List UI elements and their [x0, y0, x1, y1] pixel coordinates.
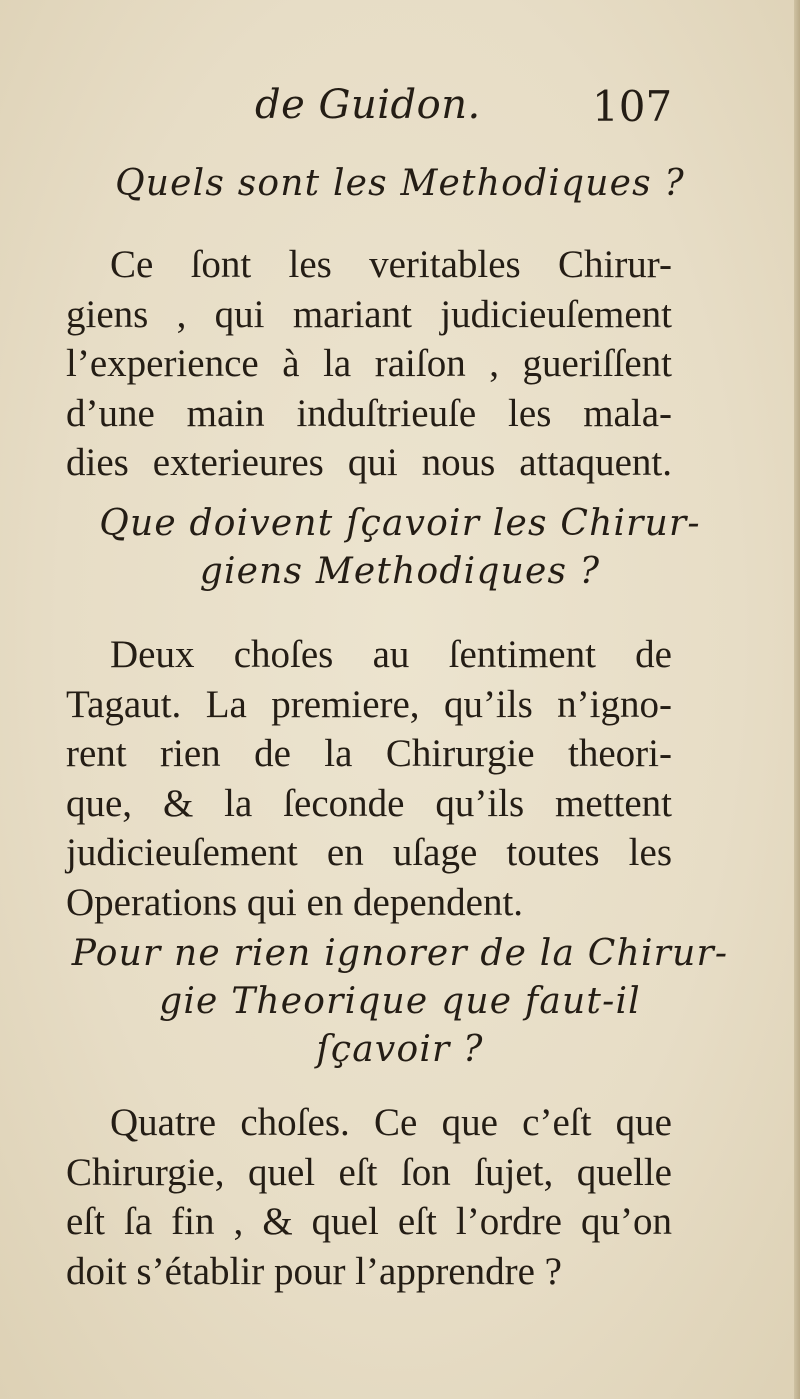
answer-line: Deux choſes au ſentiment de	[110, 633, 672, 676]
answer-1	[66, 240, 672, 488]
answer-line: rent rien de la Chirurgie theori-	[66, 732, 672, 775]
question-line: ſçavoir ?	[316, 1029, 484, 1070]
answer-line: dies exterieures qui nous attaquent.	[66, 441, 672, 484]
question-2	[0, 500, 800, 596]
answer-line: judicieuſement en uſage toutes les	[66, 831, 672, 874]
answer-line: d’une main induſtrieuſe les mala-	[66, 391, 672, 435]
answer-line: l’experience à la raiſon , gueriſſent	[66, 342, 672, 385]
running-head	[0, 78, 800, 148]
running-head-title: de Guidon.	[255, 82, 481, 128]
answer-3	[66, 1098, 672, 1296]
answer-line: Tagaut. La premiere, qu’ils n’igno-	[66, 682, 672, 726]
question-3	[0, 930, 800, 1074]
answer-line: giens , qui mariant judicieuſement	[66, 292, 672, 336]
answer-2	[66, 630, 672, 927]
answer-line: Chirurgie, quel eſt ſon ſujet, quelle	[66, 1150, 672, 1194]
question-line: Pour ne rien ignorer de la Chirur-	[71, 933, 729, 974]
question-line: giens Methodiques ?	[199, 551, 601, 592]
answer-line: eſt ſa fin , & quel eſt l’ordre qu’on	[66, 1200, 672, 1243]
answer-line: Operations qui en dependent.	[66, 880, 524, 924]
question-1	[0, 160, 800, 208]
answer-line: que, & la ſeconde qu’ils mettent	[66, 781, 672, 825]
question-line: gie Theorique que faut-il	[159, 981, 641, 1022]
answer-line: Ce ſont les veritables Chirur-	[110, 243, 672, 286]
answer-line: Quatre choſes. Ce que c’eſt que	[110, 1101, 672, 1144]
question-line: Quels sont les Methodiques ?	[115, 163, 685, 204]
page-number: 107	[592, 82, 673, 131]
answer-line: doit s’établir pour l’apprendre ?	[66, 1249, 562, 1293]
question-line: Que doivent ſçavoir les Chirur-	[99, 503, 701, 544]
page-edge	[794, 0, 800, 1399]
